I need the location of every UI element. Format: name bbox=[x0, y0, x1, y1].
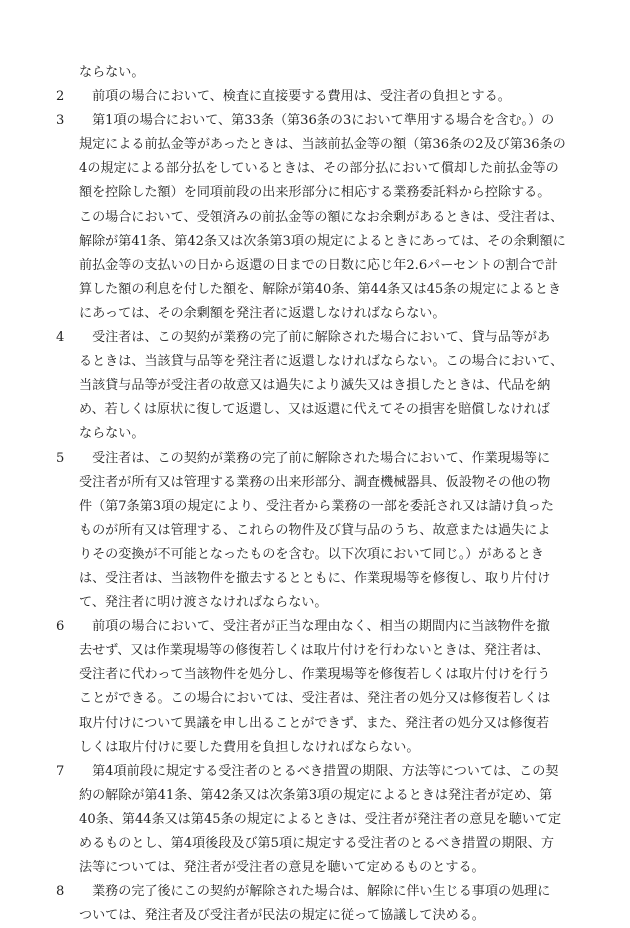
text-line bbox=[56, 591, 596, 615]
text-line bbox=[56, 374, 596, 398]
clause-line bbox=[56, 109, 596, 133]
line-text: めるものとし、第4項後段及び第5項に規定する受注者のとるべき措置の期限、方 bbox=[79, 836, 554, 851]
text-line bbox=[56, 904, 596, 928]
line-text: 前項の場合において、受注者が正当な理由なく、相当の期間内に当該物件を撤 bbox=[79, 619, 550, 635]
text-line bbox=[56, 808, 596, 832]
line-text: ついては、発注者及び受注者が民法の規定に従って協議して決める。 bbox=[79, 908, 485, 924]
line-text: 受注者に代わって当該物件を処分し、作業現場等を修復若しくは取片付けを行う bbox=[79, 667, 551, 683]
text-line bbox=[56, 784, 596, 808]
text-line bbox=[56, 543, 596, 567]
line-text: 業務の完了後にこの契約が解除された場合は、解除に伴い生じる事項の処理に bbox=[79, 884, 551, 900]
line-text: め、若しくは原状に復して返還し、又は返還に代えてその損害を賠償しなければ bbox=[79, 402, 550, 418]
clause-number: 7 bbox=[56, 763, 65, 779]
line-text: 前払金等の支払いの日から返還の日までの日数に応じ年2.6パーセントの割合で計 bbox=[79, 257, 558, 273]
clause-number: 4 bbox=[56, 330, 65, 346]
text-line bbox=[56, 230, 596, 254]
line-text: 第1項の場合において、第33条（第36条の3において準用する場合を含む。）の bbox=[79, 113, 555, 129]
text-line bbox=[56, 350, 596, 374]
text-line bbox=[56, 254, 596, 278]
line-text: 受注者は、この契約が業務の完了前に解除された場合において、作業現場等に bbox=[79, 450, 551, 466]
line-text: ことができる。この場合においては、受注者は、発注者の処分又は修復若しくは bbox=[79, 691, 551, 707]
line-text: りその変換が不可能となったものを含む。以下次項において同じ。）があるとき bbox=[79, 546, 544, 562]
text-line bbox=[56, 639, 596, 663]
clause-number: 6 bbox=[56, 619, 65, 635]
text-line bbox=[56, 302, 596, 326]
document-body bbox=[56, 61, 596, 928]
text-line bbox=[56, 133, 596, 157]
line-text: て、発注者に明け渡さなければならない。 bbox=[79, 595, 328, 611]
line-text: この場合において、受領済みの前払金等の額になお余剰があるときは、受注者は、 bbox=[79, 209, 564, 225]
line-text: 算した額の利息を付した額を、解除が第40条、第44条又は45条の規定によるとき bbox=[79, 281, 562, 297]
clause-line bbox=[56, 326, 596, 350]
text-line bbox=[56, 61, 596, 85]
line-text: 4の規定による部分払をしているときは、その部分払において償却した前払金等の bbox=[79, 161, 559, 177]
clause-line bbox=[56, 85, 596, 109]
line-text: は、受注者は、当該物件を撤去するとともに、作業現場等を修復し、取り片付け bbox=[79, 570, 551, 586]
clause-number: 2 bbox=[56, 89, 65, 105]
text-line bbox=[56, 663, 596, 687]
line-text: 法等については、発注者が受注者の意見を聴いて定めるものとする。 bbox=[79, 860, 485, 876]
line-text: 取片付けについて異議を申し出ることができず、また、発注者の処分又は修復若 bbox=[79, 715, 550, 731]
line-text: 去せず、又は作業現場等の修復若しくは取片付けを行わないときは、発注者は、 bbox=[79, 643, 550, 659]
text-line bbox=[56, 519, 596, 543]
line-text: 約の解除が第41条、第42条又は次条第3項の規定によるときは発注者が定め、第 bbox=[79, 787, 553, 803]
text-line bbox=[56, 736, 596, 760]
text-line bbox=[56, 422, 596, 446]
line-text: にあっては、その余剰額を発注者に返還しなければならない。 bbox=[79, 305, 446, 321]
text-line bbox=[56, 856, 596, 880]
text-line bbox=[56, 832, 596, 856]
text-line bbox=[56, 398, 596, 422]
clause-number: 8 bbox=[56, 884, 65, 900]
line-text: しくは取片付けに要した費用を負担しなければならない。 bbox=[79, 739, 420, 755]
line-text: 解除が第41条、第42条又は次条第3項の規定によるときにあっては、その余剰額に bbox=[79, 233, 566, 249]
line-text: ならない。 bbox=[79, 426, 145, 442]
line-text: るときは、当該貸与品等を発注者に返還しなければならない。この場合において、 bbox=[79, 354, 564, 370]
text-line bbox=[56, 206, 596, 230]
text-line bbox=[56, 495, 596, 519]
line-text: 受注者は、この契約が業務の完了前に解除された場合において、貸与品等があ bbox=[79, 330, 551, 346]
clause-number: 3 bbox=[56, 113, 65, 129]
line-text: 第4項前段に規定する受注者のとるべき措置の期限、方法等については、この契 bbox=[79, 763, 559, 779]
text-line bbox=[56, 157, 596, 181]
line-text: 規定による前払金等があったときは、当該前払金等の額（第36条の2及び第36条の bbox=[79, 137, 566, 153]
clause-line bbox=[56, 880, 596, 904]
text-line bbox=[56, 278, 596, 302]
text-line bbox=[56, 471, 596, 495]
line-text: 件（第7条第3項の規定により、受注者から業務の一部を委託され又は請け負った bbox=[79, 498, 554, 514]
line-text: 40条、第44条又は第45条の規定によるときは、受注者が発注者の意見を聴いて定 bbox=[79, 811, 562, 827]
line-text: ならない。 bbox=[79, 65, 145, 80]
text-line bbox=[56, 181, 596, 205]
clause-line bbox=[56, 447, 596, 471]
line-text: ものが所有又は管理する、これらの物件及び貸与品のうち、故意または過失によ bbox=[79, 522, 551, 538]
clause-line bbox=[56, 760, 596, 784]
line-text: 受注者が所有又は管理する業務の出来形部分、調査機械器具、仮設物その他の物 bbox=[79, 474, 551, 490]
line-text: 額を控除した額）を同項前段の出来形部分に相応する業務委託料から控除する。 bbox=[79, 185, 551, 201]
text-line bbox=[56, 712, 596, 736]
clause-number: 5 bbox=[56, 450, 65, 466]
text-line bbox=[56, 687, 596, 711]
text-line bbox=[56, 567, 596, 591]
clause-line bbox=[56, 615, 596, 639]
line-text: 当該貸与品等が受注者の故意又は過失により滅失又はき損したときは、代品を納 bbox=[79, 378, 551, 394]
line-text: 前項の場合において、検査に直接要する費用は、受注者の負担とする。 bbox=[79, 89, 511, 105]
